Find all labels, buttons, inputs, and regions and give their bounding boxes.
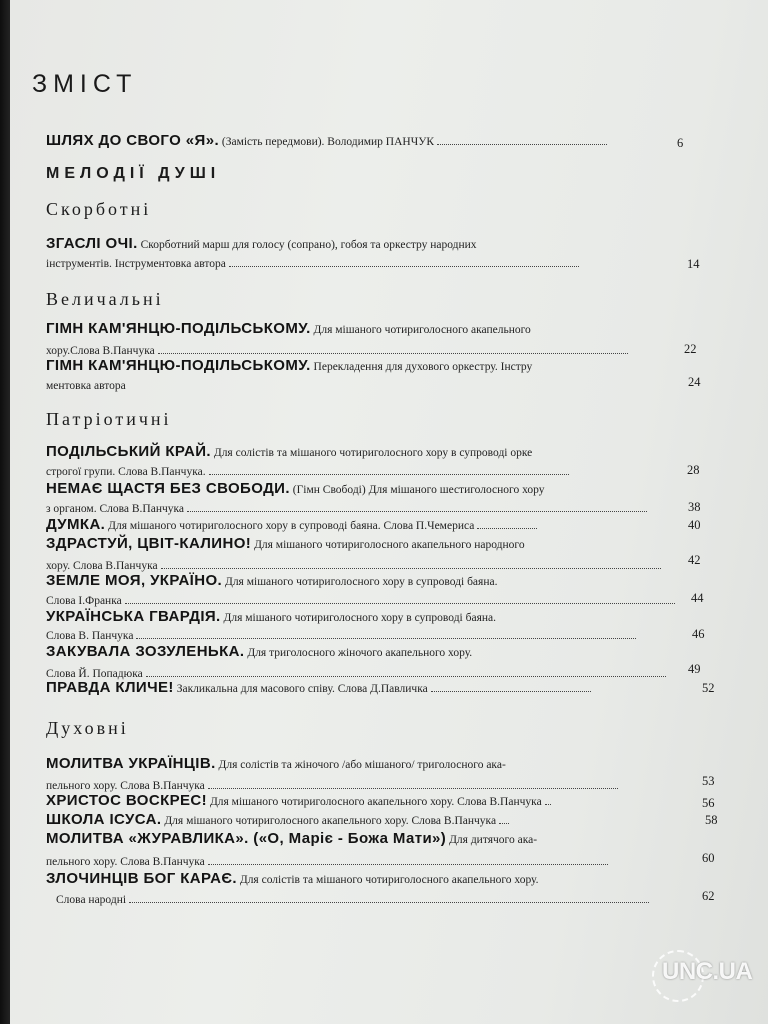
watermark (646, 944, 756, 1004)
entry-title: МОЛИТВА «ЖУРАВЛИКА». («О, Маріє - Божа Мати») (46, 830, 447, 847)
entry-title: ЗАКУВАЛА ЗОЗУЛЕНЬКА. (46, 643, 245, 660)
toc-entry (46, 681, 591, 696)
page-number: 42 (688, 553, 701, 567)
page-number: 38 (688, 500, 701, 514)
entry-title: ГІМН КАМ'ЯНЦЮ-ПОДІЛЬСЬКОМУ. (46, 357, 311, 374)
entry-title: ПОДІЛЬСЬКИЙ КРАЙ. (46, 443, 211, 460)
toc-entry (46, 645, 472, 660)
toc-entry-continuation: хору.Слова В.Панчука (46, 344, 628, 358)
toc-entry (46, 322, 531, 337)
toc-entry (46, 610, 496, 625)
toc-entry (46, 794, 551, 809)
toc-title: ЗМІСТ (32, 70, 138, 98)
toc-entry-continuation: Слова народні (56, 893, 649, 907)
entry-title: ХРИСТОС ВОСКРЕС! (46, 792, 208, 809)
toc-entry (46, 518, 537, 533)
watermark-text: UNC.UA (662, 958, 753, 985)
entry-title: ЗГАСЛІ ОЧІ. (46, 235, 138, 252)
toc-entry-continuation: пельного хору. Слова В.Панчука (46, 855, 608, 869)
entry-description: (Замість передмови). Володимир ПАНЧУК (221, 136, 435, 148)
page-number: 60 (702, 851, 715, 865)
toc-entry (46, 237, 477, 252)
entry-description: Для мішаного чотириголосного акапельного (313, 324, 531, 336)
page-number: 62 (702, 889, 715, 903)
toc-entry-continuation: з органом. Слова В.Панчука (46, 502, 647, 516)
entry-title: УКРАЇНСЬКА ГВАРДІЯ. (46, 608, 221, 625)
page-number: 24 (688, 375, 701, 389)
entry-title: ЗЕМЛЕ МОЯ, УКРАЇНО. (46, 572, 223, 589)
toc-page (10, 0, 768, 1024)
entry-description: (Гімн Свободі) Для мішаного шестиголосного хору (292, 484, 545, 496)
entry-title: ГІМН КАМ'ЯНЦЮ-ПОДІЛЬСЬКОМУ. (46, 320, 311, 337)
page-number: 56 (702, 796, 715, 810)
page-number: 58 (705, 813, 718, 827)
entry-description: Для солістів та жіночого /або мішаного/ триголосного ака- (218, 759, 506, 771)
entry-description: Для мішаного чотириголосного акапельного хору. Слова В.Панчука (209, 796, 542, 808)
toc-entry-continuation: хору. Слова В.Панчука (46, 559, 661, 573)
toc-entry-continuation: Слова Й. Попадюка (46, 667, 666, 681)
entry-description: Для мішаного чотириголосного акапельного народного (254, 539, 525, 551)
toc-entry (46, 134, 607, 149)
page-number: 40 (688, 518, 701, 532)
section-heading: Духовні (46, 718, 129, 738)
section-heading: Патріотичні (46, 409, 172, 429)
toc-entry-continuation: Слова І.Франка (46, 594, 675, 608)
entry-title: ДУМКА. (46, 516, 106, 533)
page-number: 14 (687, 257, 700, 271)
page-number: 22 (684, 342, 697, 356)
section-heading: Скорботні (46, 199, 152, 219)
page-number: 49 (688, 662, 701, 676)
toc-entry (46, 813, 509, 828)
toc-entry-continuation: пельного хору. Слова В.Панчука (46, 779, 618, 793)
entry-description: Для мішаного чотириголосного хору в супроводі баяна. (224, 576, 498, 588)
entry-description: Скорботний марш для голосу (сопрано), гобоя та оркестру народних (140, 239, 477, 251)
toc-entry-continuation: строгої групи. Слова В.Панчука. (46, 465, 569, 479)
toc-entry (46, 482, 545, 497)
entry-description: Закликальна для масового співу. Слова Д.Павличка (176, 683, 428, 695)
toc-entry-continuation: ментовка автора (46, 380, 126, 392)
entry-description: Для дитячого ака- (449, 834, 538, 846)
page-number: 44 (691, 591, 704, 605)
page-number: 28 (687, 463, 700, 477)
entry-description: Для солістів та мішаного чотириголосного хору в супроводі орке (213, 447, 533, 459)
page-number: 46 (692, 627, 705, 641)
toc-entry (46, 872, 539, 887)
entry-description: Для мішаного чотириголосного хору в супроводі баяна. Слова П.Чемериса (108, 520, 475, 532)
toc-entry (46, 359, 532, 374)
entry-description: Для солістів та мішаного чотириголосного акапельного хору. (239, 874, 539, 886)
entry-title: ШКОЛА ІСУСА. (46, 811, 162, 828)
toc-entry (46, 537, 525, 552)
page-number: 6 (677, 136, 684, 150)
entry-description: Для мішаного чотириголосного хору в супроводі баяна. (223, 612, 497, 624)
section-heading: Величальні (46, 289, 164, 309)
page-number: 53 (702, 774, 715, 788)
toc-entry (46, 832, 537, 847)
toc-entry-continuation: Слова В. Панчука (46, 629, 636, 643)
entry-title: ШЛЯХ ДО СВОГО «Я». (46, 132, 220, 149)
entry-description: Для триголосного жіночого акапельного хору. (247, 647, 473, 659)
entry-title: МОЛИТВА УКРАЇНЦІВ. (46, 755, 216, 772)
toc-entry (46, 757, 506, 772)
toc-entry (46, 445, 532, 460)
entry-title: ЗЛОЧИНЦІВ БОГ КАРАЄ. (46, 870, 237, 887)
section-heading: МЕЛОДІЇ ДУШІ (46, 165, 221, 182)
toc-entry-continuation: інструментів. Інструментовка автора (46, 257, 579, 271)
entry-description: Для мішаного чотириголосного акапельного хору. Слова В.Панчука (164, 815, 497, 827)
entry-title: НЕМАЄ ЩАСТЯ БЕЗ СВОБОДИ. (46, 480, 290, 497)
entry-description: Перекладення для духового оркестру. Інстру (313, 361, 533, 373)
entry-title: ПРАВДА КЛИЧЕ! (46, 679, 174, 696)
toc-entry (46, 574, 497, 589)
entry-title: ЗДРАСТУЙ, ЦВІТ-КАЛИНО! (46, 535, 252, 552)
page-number: 52 (702, 681, 715, 695)
